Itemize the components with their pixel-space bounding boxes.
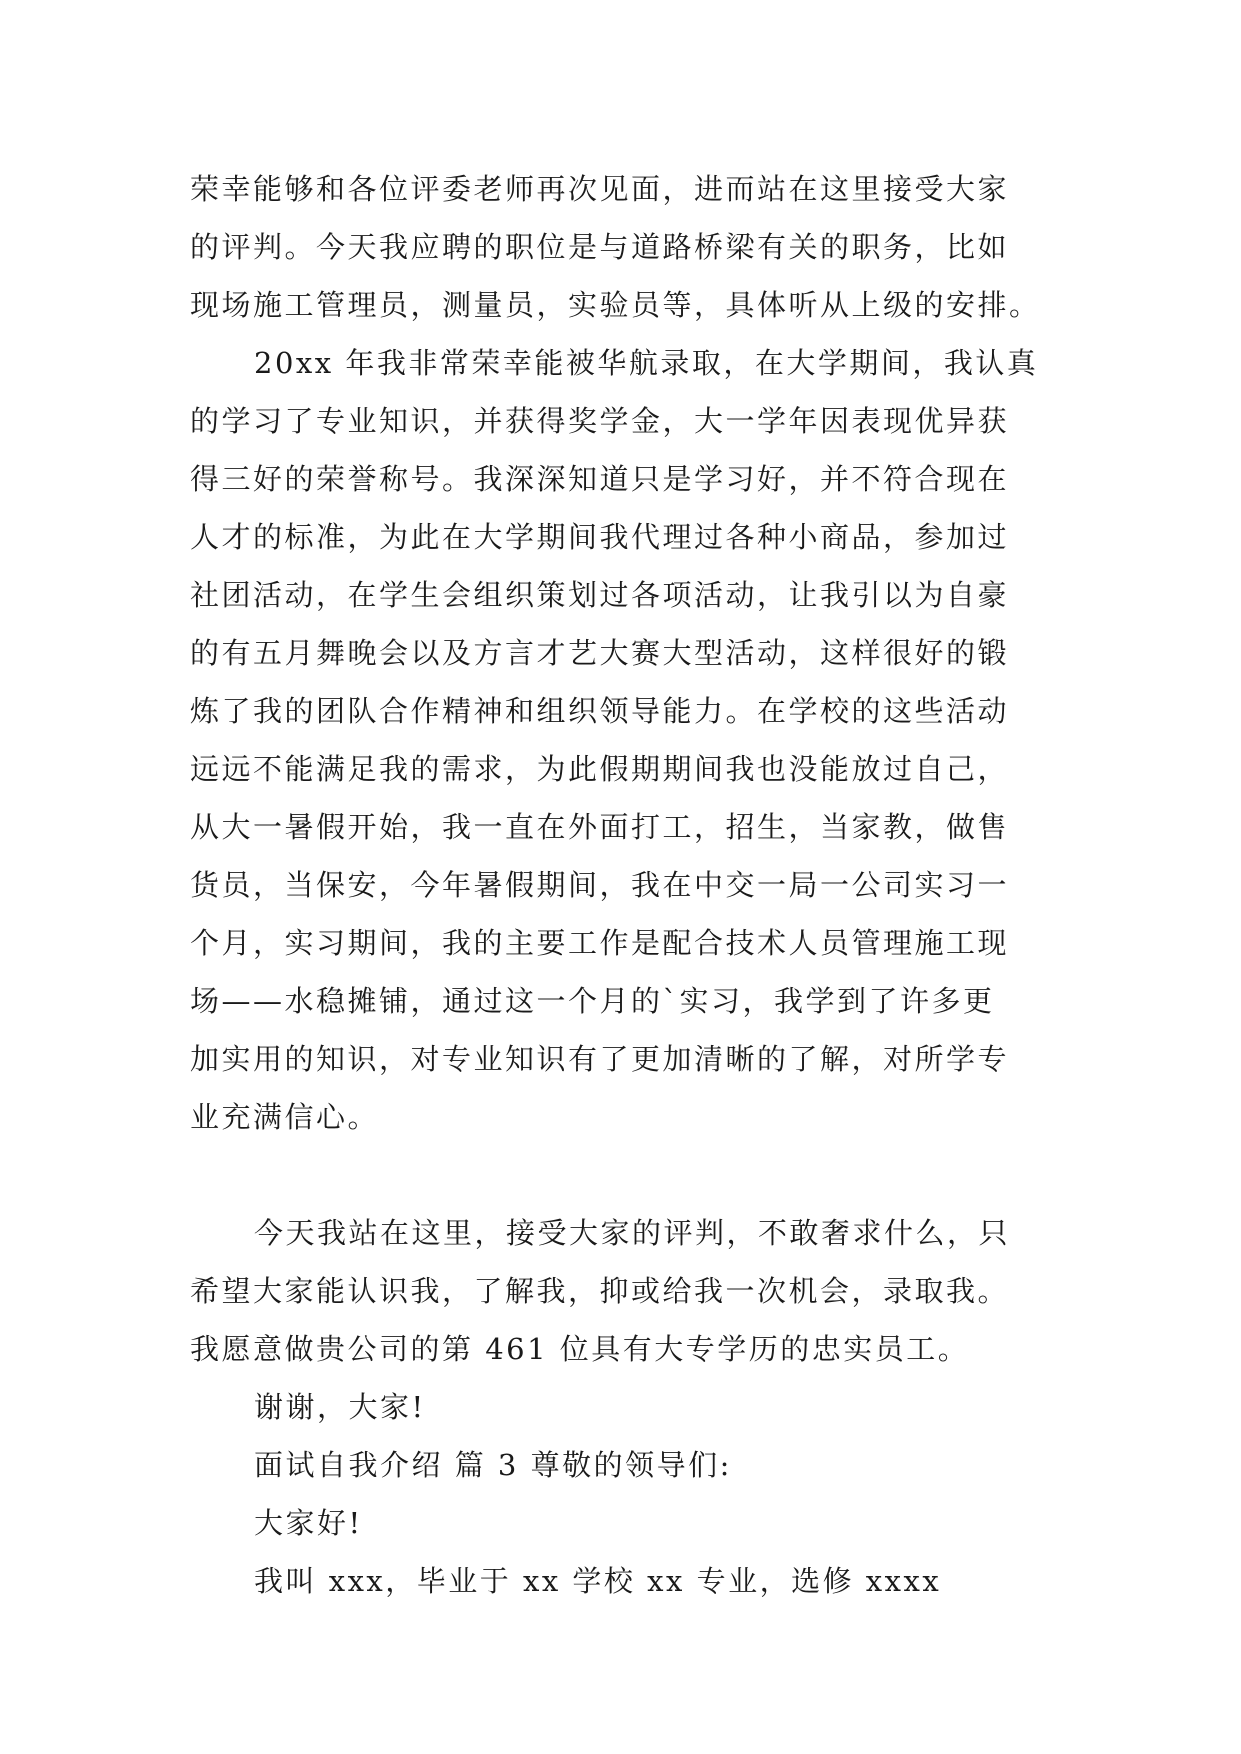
text-line: 加实用的知识，对专业知识有了更加清晰的了解，对所学专	[190, 1042, 1010, 1076]
text-line	[190, 1146, 1060, 1204]
text-line: 20xx 年我非常荣幸能被华航录取，在大学期间，我认真	[254, 346, 1039, 380]
text-line: 现场施工管理员，测量员，实验员等，具体听从上级的安排。	[190, 288, 1041, 322]
text-line: 的有五月舞晚会以及方言才艺大赛大型活动，这样很好的锻	[190, 636, 1010, 670]
paragraph-greeting	[190, 1494, 1060, 1552]
text-line: 希望大家能认识我，了解我，抑或给我一次机会，录取我。	[190, 1274, 1010, 1308]
text-line: 炼了我的团队合作精神和组织领导能力。在学校的这些活动	[190, 694, 1010, 728]
document-body	[190, 160, 1060, 1610]
paragraph-self-intro	[190, 1552, 1060, 1610]
paragraph-university	[190, 334, 1060, 1204]
paragraph-intro	[190, 160, 1060, 334]
text-line: 业充满信心。	[190, 1100, 380, 1134]
text-line: 的评判。今天我应聘的职位是与道路桥梁有关的职务，比如	[190, 230, 1010, 264]
text-line: 得三好的荣誉称号。我深深知道只是学习好，并不符合现在	[190, 462, 1010, 496]
text-line: 个月，实习期间，我的主要工作是配合技术人员管理施工现	[190, 926, 1010, 960]
text-line: 大家好!	[254, 1506, 363, 1540]
text-line: 远远不能满足我的需求，为此假期期间我也没能放过自己，	[190, 752, 1010, 786]
text-line: 人才的标准，为此在大学期间我代理过各种小商品，参加过	[190, 520, 1010, 554]
paragraph-section-heading	[190, 1436, 1060, 1494]
text-line: 货员，当保安，今年暑假期间，我在中交一局一公司实习一	[190, 868, 1010, 902]
text-line: 面试自我介绍 篇 3 尊敬的领导们:	[254, 1448, 732, 1482]
text-line: 我愿意做贵公司的第 461 位具有大专学历的忠实员工。	[190, 1332, 970, 1366]
text-line: 我叫 xxx，毕业于 xx 学校 xx 专业，选修 xxxx	[254, 1564, 942, 1598]
text-line: 今天我站在这里，接受大家的评判，不敢奢求什么，只	[254, 1216, 1011, 1250]
text-line: 从大一暑假开始，我一直在外面打工，招生，当家教，做售	[190, 810, 1010, 844]
text-line: 社团活动，在学生会组织策划过各项活动，让我引以为自豪	[190, 578, 1010, 612]
paragraph-thanks	[190, 1378, 1060, 1436]
text-line: 谢谢，大家!	[254, 1390, 426, 1424]
text-line: 场——水稳摊铺，通过这一个月的`实习，我学到了许多更	[190, 984, 995, 1018]
text-line: 的学习了专业知识，并获得奖学金，大一学年因表现优异获	[190, 404, 1010, 438]
paragraph-request	[190, 1204, 1060, 1378]
text-line: 荣幸能够和各位评委老师再次见面，进而站在这里接受大家	[190, 172, 1010, 206]
